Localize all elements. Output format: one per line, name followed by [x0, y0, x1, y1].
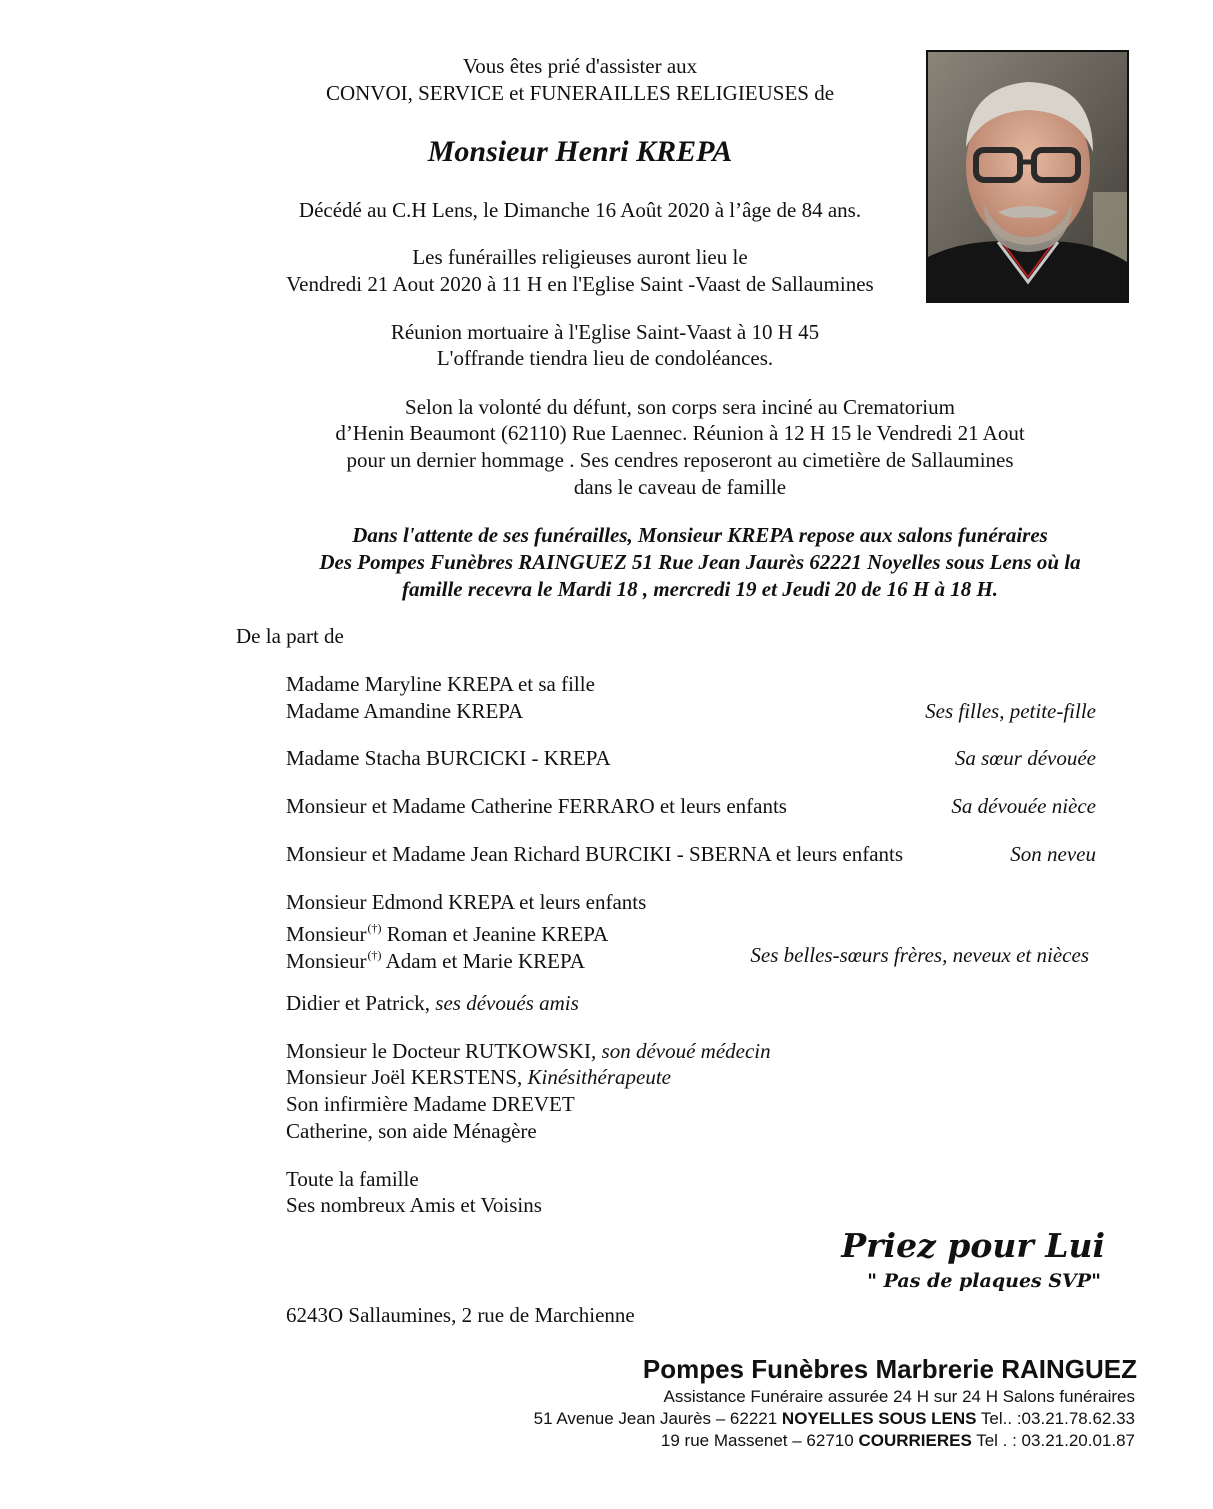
deceased-mark: (†): [367, 948, 382, 962]
company-line-2: [534, 1409, 1135, 1429]
family-title: Monsieur: [286, 922, 367, 946]
family-line: Toute la famille: [286, 1167, 419, 1191]
company-city-1: NOYELLES SOUS LENS: [781, 1409, 977, 1428]
family-line: Son infirmière Madame DREVET: [286, 1092, 575, 1116]
friends-names: Didier et Patrick,: [286, 991, 436, 1015]
salons-line-2: Des Pompes Funèbres RAINGUEZ 51 Rue Jean Jaurès 62221 Noyelles sous Lens où la: [319, 550, 1081, 574]
relation-label: Ses filles, petite-fille: [925, 699, 1096, 723]
physio-name: Monsieur Joël KERSTENS,: [286, 1065, 528, 1089]
family-line: Monsieur Edmond KREPA et leurs enfants: [286, 890, 647, 914]
meeting-line-1: Réunion mortuaire à l'Eglise Saint-Vaast à 10 H 45: [390, 320, 820, 344]
family-names: Roman et Jeanine KREPA: [386, 922, 609, 946]
family-line: Catherine, son aide Ménagère: [286, 1119, 537, 1143]
company-line-1: Assistance Funéraire assurée 24 H sur 24 H Salons funéraires: [663, 1387, 1135, 1406]
portrait-illustration: [928, 52, 1127, 301]
salons-line-3: famille recevra le Mardi 18 , mercredi 19 et Jeudi 20 de 16 H à 18 H.: [401, 577, 999, 601]
family-names: Adam et Marie KREPA: [385, 949, 585, 973]
company-phone-1: Tel.. :03.21.78.62.33: [976, 1409, 1135, 1428]
family-line: Madame Amandine KREPA: [286, 699, 524, 723]
prayer-text: Priez pour Lui: [841, 1226, 1105, 1265]
family-line: Madame Stacha BURCICKI - KREPA: [286, 746, 611, 770]
physio-role: Kinésithérapeute: [527, 1065, 671, 1089]
family-title: Monsieur: [286, 949, 367, 973]
friends-relation: ses dévoués amis: [435, 991, 579, 1015]
invitation-line-2: CONVOI, SERVICE et FUNERAILLES RELIGIEUSES de: [325, 81, 835, 105]
family-line: [286, 1064, 671, 1091]
company-address-2: 19 rue Massenet – 62710: [660, 1431, 859, 1450]
portrait-photo: [926, 50, 1129, 303]
invitation-line-1: Vous êtes prié d'assister aux: [462, 54, 698, 78]
relation-label: Sa sœur dévouée: [954, 746, 1096, 770]
company-name: Pompes Funèbres Marbrerie RAINGUEZ: [642, 1354, 1137, 1384]
deceased-name: Monsieur Henri KREPA: [427, 135, 733, 168]
cremation-line-3: pour un dernier hommage . Ses cendres reposeront au cimetière de Sallaumines: [346, 448, 1014, 472]
cremation-line-4: dans le caveau de famille: [573, 475, 787, 499]
home-address: 6243O Sallaumines, 2 rue de Marchienne: [286, 1303, 635, 1327]
company-line-3: [661, 1431, 1135, 1451]
family-line: Monsieur et Madame Catherine FERRARO et leurs enfants: [286, 794, 787, 818]
funeral-line-2: Vendredi 21 Aout 2020 à 11 H en l'Eglise Saint -Vaast de Sallaumines: [286, 272, 874, 296]
relation-label: Sa dévouée nièce: [951, 794, 1096, 818]
company-phone-2: Tel . : 03.21.20.01.87: [971, 1431, 1135, 1450]
family-line: Ses nombreux Amis et Voisins: [286, 1193, 542, 1217]
death-notice: Décédé au C.H Lens, le Dimanche 16 Août 2020 à l’âge de 84 ans.: [298, 198, 862, 222]
funeral-line-1: Les funérailles religieuses auront lieu le: [412, 245, 748, 269]
doctor-role: , son dévoué médecin: [591, 1039, 771, 1063]
family-line: Monsieur et Madame Jean Richard BURCIKI - SBERNA et leurs enfants: [286, 842, 904, 866]
relation-label: Ses belles-sœurs frères, neveux et nièces: [750, 943, 1089, 967]
company-city-2: COURRIERES: [858, 1431, 972, 1450]
from-label: De la part de: [236, 624, 344, 648]
salons-line-1: Dans l'attente de ses funérailles, Monsieur KREPA repose aux salons funéraires: [352, 523, 1048, 547]
company-address-1: 51 Avenue Jean Jaurès – 62221: [533, 1409, 782, 1428]
no-plaques-text: " Pas de plaques SVP": [867, 1270, 1101, 1292]
deceased-mark: (†): [367, 921, 382, 935]
family-line: Madame Maryline KREPA et sa fille: [286, 672, 595, 696]
meeting-line-2: L'offrande tiendra lieu de condoléances.: [436, 346, 774, 370]
doctor-name: Monsieur le Docteur RUTKOWSKI: [286, 1039, 592, 1063]
relation-label: Son neveu: [1010, 842, 1096, 866]
family-line: [286, 1038, 771, 1065]
cremation-line-1: Selon la volonté du défunt, son corps sera inciné au Crematorium: [405, 395, 955, 419]
cremation-line-2: d’Henin Beaumont (62110) Rue Laennec. Réunion à 12 H 15 le Vendredi 21 Aout: [335, 421, 1025, 445]
family-line: [286, 942, 585, 975]
family-line: [286, 990, 579, 1017]
